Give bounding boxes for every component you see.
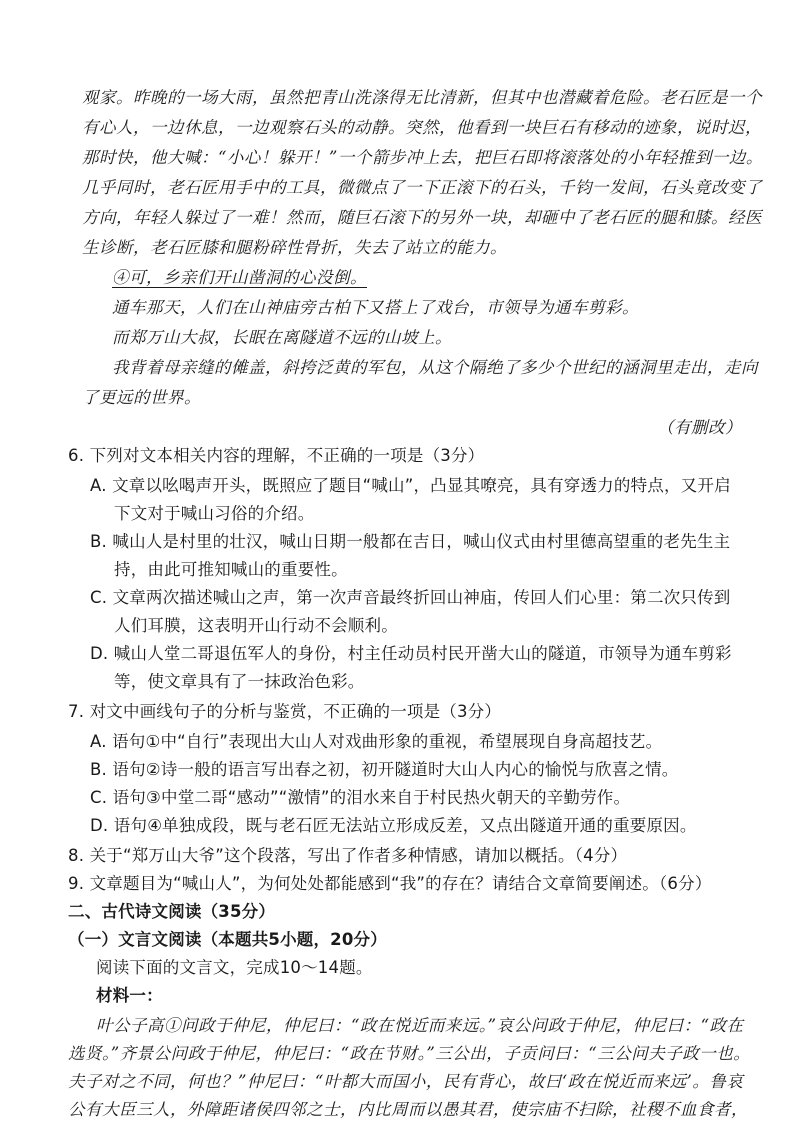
q7-option-a: A. 语句①中“自行”表现出大山人对戏曲形象的重视，希望展现自身高超技艺。: [90, 732, 663, 751]
classical-line: 公有大臣三人，外障距诸侯四邻之士，内比周而以愚其君，使宗庙不扫除，社稷不血食者，: [68, 1100, 748, 1119]
story-line: 生诊断，老石匠膝和腿粉碎性骨折，失去了站立的能力。: [82, 238, 507, 257]
section-2-subtitle: （一）文言文阅读（本题共5小题，20分）: [68, 930, 387, 949]
story-line: 而郑万山大叔，长眠在离隧道不远的山坡上。: [112, 328, 452, 347]
q7-option-b: B. 语句②诗一般的语言写出春之初，初开隧道时大山人内心的愉悦与欣喜之情。: [90, 760, 679, 779]
q7-option-c: C. 语句③中堂二哥“感动”“激情”的泪水来自于村民热火朝天的辛勤劳作。: [90, 788, 631, 807]
classical-line: 夫子对之不同，何也？”仲尼曰：“叶都大而国小，民有背心，故曰‘政在悦近而来远’。鲁哀: [68, 1072, 744, 1091]
story-line: 那时快，他大喊：“小心！躲开！”一个箭步冲上去，把巨石即将滚落处的小年轻推到一边。: [82, 148, 763, 167]
story-line: 通车那天，人们在山神庙旁古柏下又搭上了戏台，市领导为通车剪彩。: [112, 298, 639, 317]
q6-option-d-cont: 等，使文章具有了一抹政治色彩。: [114, 672, 365, 691]
q6-option-a-cont: 下文对于喊山习俗的介绍。: [114, 504, 315, 523]
story-line: 方向，年轻人躲过了一难！然而，随巨石滚下的另外一块，却砸中了老石匠的腿和膝。经医: [82, 208, 762, 227]
story-line: 几乎同时，老石匠用手中的工具，微微点了一下正滚下的石头，千钧一发间，石头竟改变了: [82, 178, 762, 197]
material-label: 材料一：: [96, 986, 163, 1005]
story-line-underlined: ④可，乡亲们开山凿洞的心没倒。: [112, 268, 367, 287]
classical-line: 选贤。”齐景公问政于仲尼，仲尼曰：“政在节财。”三公出，子贡问曰：“三公问夫子政一也。: [68, 1044, 751, 1063]
question-6-stem: 6. 下列对文本相关内容的理解，不正确的一项是（3分）: [68, 446, 485, 465]
q6-option-d: D. 喊山人堂二哥退伍军人的身份，村主任动员村民开凿大山的隧道，市领导为通车剪彩: [90, 644, 732, 663]
q6-option-b-cont: 持，由此可推知喊山的重要性。: [114, 560, 348, 579]
question-9: 9. 文章题目为“喊山人”，为何处处都能感到“我”的存在？请结合文章简要阐述。（6分）: [68, 874, 712, 893]
classical-line: 叶公子高①问政于仲尼，仲尼曰：“政在悦近而来远。”哀公问政于仲尼，仲尼曰：“政在: [96, 1016, 744, 1035]
source-note: （有删改）: [657, 418, 742, 437]
story-line: 我背着母亲缝的傩盖，斜挎泛黄的军包，从这个隔绝了多少个世纪的涵洞里走出，走向: [112, 358, 758, 377]
q6-option-c-cont: 人们耳膜，这表明开山行动不会顺利。: [114, 616, 398, 635]
q7-option-d: D. 语句④单独成段，既与老石匠无法站立形成反差，又点出隧道开通的重要原因。: [90, 816, 697, 835]
story-line: 了更远的世界。: [82, 388, 201, 407]
q6-option-b: B. 喊山人是村里的壮汉，喊山日期一般都在吉日，喊山仪式由村里德高望重的老先生主: [90, 532, 731, 551]
q6-option-a: A. 文章以吆喝声开头，既照应了题目“喊山”，凸显其嘹亮，具有穿透力的特点，又开启: [90, 476, 731, 495]
section-2-title: 二、古代诗文阅读（35分）: [68, 902, 276, 921]
question-8: 8. 关于“郑万山大爷”这个段落，写出了作者多种情感，请加以概括。（4分）: [68, 846, 628, 865]
q6-option-c: C. 文章两次描述喊山之声，第一次声音最终折回山神庙，传回人们心里：第二次只传到: [90, 588, 731, 607]
question-7-stem: 7. 对文中画线句子的分析与鉴赏，不正确的一项是（3分）: [68, 702, 502, 721]
story-line: 有心人，一边休息，一边观察石头的动静。突然，他看到一块巨石有移动的迹象，说时迟，: [82, 118, 762, 137]
section-2-instruction: 阅读下面的文言文，完成10～14题。: [96, 958, 373, 977]
story-line: 观家。昨晚的一场大雨，虽然把青山洗涤得无比清新，但其中也潜藏着危险。老石匠是一个: [82, 88, 762, 107]
